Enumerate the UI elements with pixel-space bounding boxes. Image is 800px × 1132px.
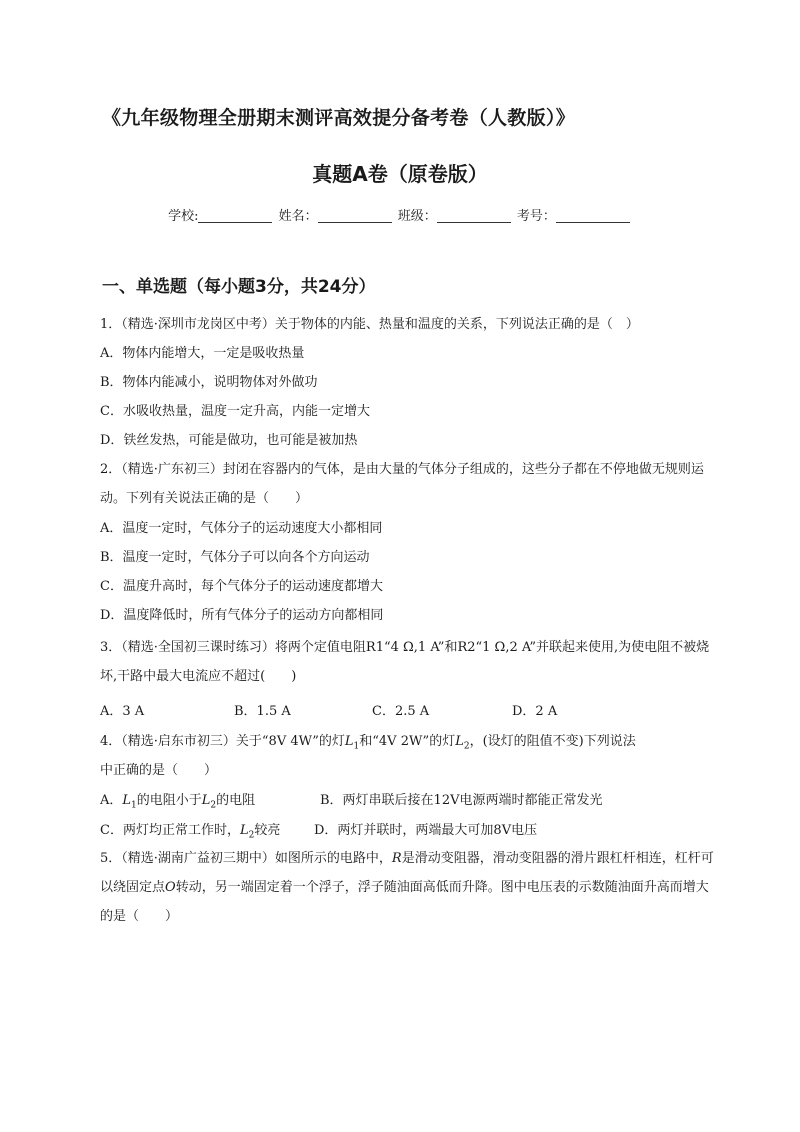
option-a-suffix: 的电阻 (216, 793, 256, 808)
option-a-prefix: A． (100, 793, 123, 808)
question-4-stem-line2: 中正确的是（ ） (100, 763, 218, 778)
question-4-options-row1 (100, 789, 720, 809)
question-5-part-3: 转动，另一端固定着一个浮子，浮子随油面高低而升降。图中电压表的示数随油面升高而增大的是（ ） (100, 880, 709, 924)
exam-number-label: 考号： (516, 209, 556, 224)
question-1-option-b: B．物体内能减小，说明物体对外做功 (100, 375, 318, 390)
lamp-symbol-l2: L (239, 823, 249, 838)
question-2-option-b: B．温度一定时，气体分子可以向各个方向运动 (100, 550, 370, 565)
question-2-option-c: C．温度升高时，每个气体分子的运动速度都增大 (100, 579, 383, 594)
question-4-option-d: D．两灯并联时，两端最大可加8V电压 (314, 823, 538, 838)
question-4-stem-mid: 和“4V 2W”的灯 (359, 734, 456, 749)
question-5-part-2: 是滑动变阻器，滑动变阻器的滑片跟杠杆相连，杠杆可以绕固定点 (100, 851, 714, 895)
school-blank[interactable] (198, 222, 272, 223)
option-c-suffix: 较亮 (254, 823, 281, 838)
lamp-symbol-l2: L (201, 793, 211, 808)
question-1-stem: 1．（精选·深圳市龙岗区中考）关于物体的内能、热量和温度的关系，下列说法正确的是（ ） (100, 317, 639, 332)
question-4-option-a (100, 789, 255, 811)
question-1-option-a: A．物体内能增大，一定是吸收热量 (100, 346, 305, 361)
lamp-subscript-2: 2 (463, 741, 470, 752)
class-blank[interactable] (437, 222, 511, 223)
question-5-stem (100, 844, 720, 934)
question-4-option-b: B．两灯串联后接在12V电源两端时都能正常发光 (320, 793, 603, 808)
question-5-part-1: 5．（精选·湖南广益初三期中）如图所示的电路中， (100, 851, 392, 866)
resistor-symbol: R (391, 851, 402, 866)
name-label: 姓名： (278, 209, 318, 224)
lamp-symbol-l2: L (455, 734, 464, 749)
document-subtitle: 真题A卷（原卷版） (312, 162, 488, 186)
question-3-stem: 3．（精选·全国初三课时练习）将两个定值电阻R1“4 Ω,1 A”和R2“1 Ω,2 A”并联起来使用,为使电阻不被烧坏,干路中最大电流应不超过( ) (100, 640, 710, 684)
question-4-options-row2 (100, 819, 720, 839)
exam-number-blank[interactable] (556, 222, 630, 223)
name-blank[interactable] (318, 222, 392, 223)
student-info-line (0, 205, 800, 224)
option-a-mid: 的电阻小于 (136, 793, 202, 808)
lamp-subscript-2: 2 (248, 830, 255, 841)
option-c-prefix: C．两灯均正常工作时， (100, 823, 240, 838)
lamp-subscript-1: 1 (353, 741, 360, 752)
question-4-stem-suffix: ，(设灯的阻值不变)下列说法 (469, 734, 636, 749)
document-title: 《九年级物理全册期末测评高效提分备考卷（人教版）》 (102, 107, 576, 129)
lamp-subscript-1: 1 (131, 800, 137, 811)
lamp-subscript-2: 2 (210, 800, 217, 811)
question-3-option-c: C．2.5 A (372, 704, 430, 719)
question-3-option-a: A．3 A (100, 704, 145, 719)
question-2-option-a: A．温度一定时，气体分子的运动速度大小都相同 (100, 521, 383, 536)
school-label: 学校: (168, 209, 199, 224)
question-2-stem: 2．（精选·广东初三）封闭在容器内的气体，是由大量的气体分子组成的，这些分子都在不停地做无规则运动。下列有关说法正确的是（ ） (100, 462, 704, 506)
lamp-symbol-l1: L (344, 734, 354, 749)
question-4-option-c (100, 819, 280, 841)
section-heading: 一、单选题（每小题3分，共24分） (102, 277, 376, 297)
question-3-options (100, 700, 720, 720)
question-3-option-b: B．1.5 A (234, 704, 291, 719)
lamp-symbol-l1: L (122, 793, 132, 808)
pivot-symbol: O (165, 880, 176, 895)
question-1-option-c: C．水吸收热量，温度一定升高，内能一定增大 (100, 404, 370, 419)
question-4-stem-prefix: 4．（精选·启东市初三）关于“8V 4W”的灯 (100, 734, 345, 749)
question-2-option-d: D．温度降低时，所有气体分子的运动方向都相同 (100, 608, 384, 623)
question-3-option-d: D．2 A (512, 704, 558, 719)
class-label: 班级： (397, 209, 437, 224)
question-1-option-d: D．铁丝发热，可能是做功，也可能是被加热 (100, 433, 358, 448)
